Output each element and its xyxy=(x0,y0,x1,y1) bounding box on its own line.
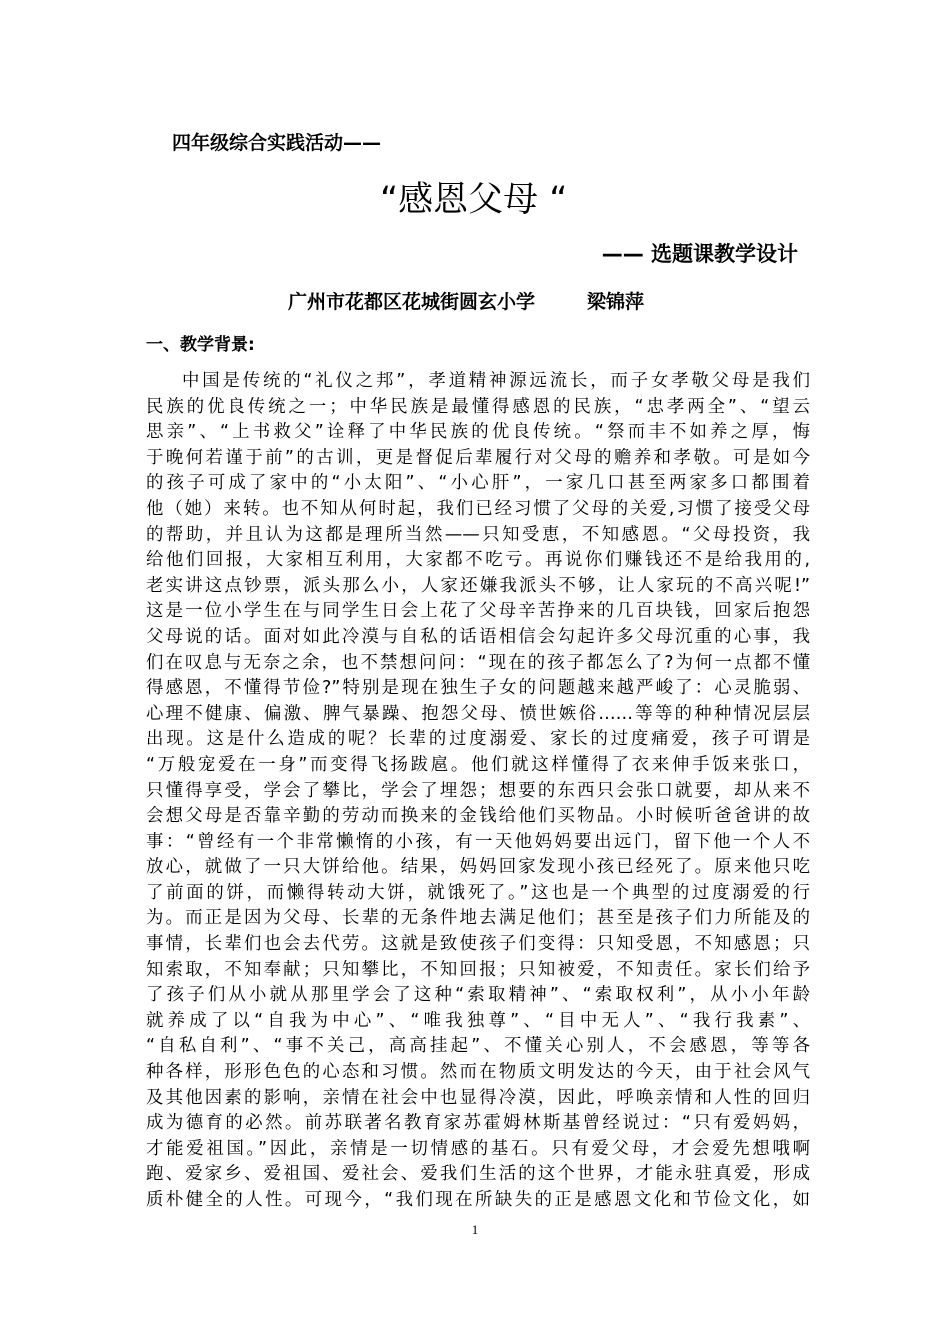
body-line: 心理不健康、偏激、脾气暴躁、抱怨父母、愤世嫉俗……等等的种种情况层层 xyxy=(146,703,810,724)
body-line: 得感恩，不懂得节俭?”特别是现在独生子女的问题越来越严峻了：心灵脆弱、 xyxy=(146,678,810,699)
body-line: 们在叹息与无奈之余，也不禁想问问：“现在的孩子都怎么了?为何一点都不懂 xyxy=(146,652,810,673)
body-line: 种各样，形形色色的心态和习惯。然而在物质文明发达的今天，由于社会风气 xyxy=(146,1062,810,1083)
body-line: 了孩子们从小就从那里学会了这种“索取精神”、“索取权利”，从小小年龄 xyxy=(146,985,810,1006)
body-line: 跑、爱家乡、爱祖国、爱社会、爱我们生活的这个世界，才能永驻真爱，形成 xyxy=(146,1164,810,1185)
body-line: 老实讲这点钞票，派头那么小，人家还嫌我派头不够，让人家玩的不高兴呢!” xyxy=(146,575,810,596)
body-line: 这是一位小学生在与同学生日会上花了父母辛苦挣来的几百块钱，回家后抱怨 xyxy=(146,601,810,622)
page-number: 1 xyxy=(471,1222,479,1237)
body-line: 才能爱祖国。”因此，亲情是一切情感的基石。只有爱父母，才会爱先想哦啊 xyxy=(146,1138,810,1159)
body-line: 成为德育的必然。前苏联著名教育家苏霍姆林斯基曾经说过：“只有爱妈妈， xyxy=(146,1113,810,1134)
body-line: 知索取，不知奉献；只知攀比，不知回报；只知被爱，不知责任。家长们给予 xyxy=(146,959,810,980)
author-name: 梁锦萍 xyxy=(587,291,645,313)
body-line: 为。而正是因为父母、长辈的无条件地去满足他们；甚至是孩子们力所能及的 xyxy=(146,908,810,929)
page-subtitle: —— 选题课教学设计 xyxy=(601,242,798,266)
body-line: 质朴健全的人性。可现今，“我们现在所缺失的正是感恩文化和节俭文化，如 xyxy=(146,1190,810,1210)
section-heading: 一、教学背景: xyxy=(146,335,255,355)
body-line: 只懂得享受，学会了攀比，学会了埋怨；想要的东西只会张口就要，却从来不 xyxy=(146,780,810,801)
body-line: 及其他因素的影响，亲情在社会中也显得冷漠，因此，呼唤亲情和人性的回归 xyxy=(146,1087,810,1108)
page-title: “感恩父母 “ xyxy=(380,180,568,220)
body-line: “自私自利”、“事不关己，高高挂起”、不懂关心别人，不会感恩，等等各 xyxy=(146,1036,810,1057)
body-line: 的帮助，并且认为这都是理所当然——只知受恵，不知感恩。“父母投资，我 xyxy=(146,524,810,545)
body-line: 中国是传统的“礼仪之邦”，孝道精神源远流长，而子女孝敬父母是我们 xyxy=(182,371,810,391)
body-line: 给他们回报，大家相互利用，大家都不吃亏。再说你们赚钱还不是给我用的, xyxy=(146,550,810,571)
body-line: 就养成了以“自我为中心”、“唯我独尊”、“目中无人”、“我行我素”、 xyxy=(146,1010,810,1031)
body-line: 父母说的话。面对如此冷漠与自私的话语相信会勾起许多父母沉重的心事，我 xyxy=(146,626,810,647)
body-line: 会想父母是否靠辛勤的劳动而换来的金钱给他们买物品。小时候听爸爸讲的故 xyxy=(146,806,810,827)
byline xyxy=(288,287,644,314)
activity-subject: 四年级综合实践活动—— xyxy=(172,132,382,154)
body-line: 的孩子可成了家中的“小太阳”、“小心肝”，一家几口甚至两家多口都围着 xyxy=(146,473,810,494)
school-name: 广州市花都区花城街圆玄小学 xyxy=(288,291,536,313)
body-line: 放心，就做了一只大饼给他。结果，妈妈回家发现小孩已经死了。原来他只吃 xyxy=(146,857,810,878)
body-line: 出现。这是什么造成的呢？长辈的过度溺爱、家长的过度痛爱，孩子可谓是 xyxy=(146,729,810,750)
body-line: “万般宠爱在一身”而变得飞扬跋扈。他们就这样懂得了衣来伸手饭来张口， xyxy=(146,754,810,775)
body-line: 事：“曾经有一个非常懒惰的小孩，有一天他妈妈要出远门，留下他一个人不 xyxy=(146,831,810,852)
body-line: 了前面的饼，而懒得转动大饼，就饿死了。”这也是一个典型的过度溺爱的行 xyxy=(146,882,810,903)
body-line: 于晚何若谨于前”的古训，更是督促后辈履行对父母的赡养和孝敬。可是如今 xyxy=(146,447,810,468)
body-line: 事情，长辈们也会去代劳。这就是致使孩子们变得：只知受恩，不知感恩；只 xyxy=(146,934,810,955)
body-paragraph xyxy=(146,369,810,1214)
body-line: 民族的优良传统之一；中华民族是最懂得感恩的民族，“忠孝两全”、“望云 xyxy=(146,396,810,417)
body-line: 思亲”、“上书救父”诠释了中华民族的优良传统。“祭而丰不如养之厚，悔 xyxy=(146,422,810,443)
body-line: 他（她）来转。也不知从何时起，我们已经习惯了父母的关爱,习惯了接受父母 xyxy=(146,498,810,519)
